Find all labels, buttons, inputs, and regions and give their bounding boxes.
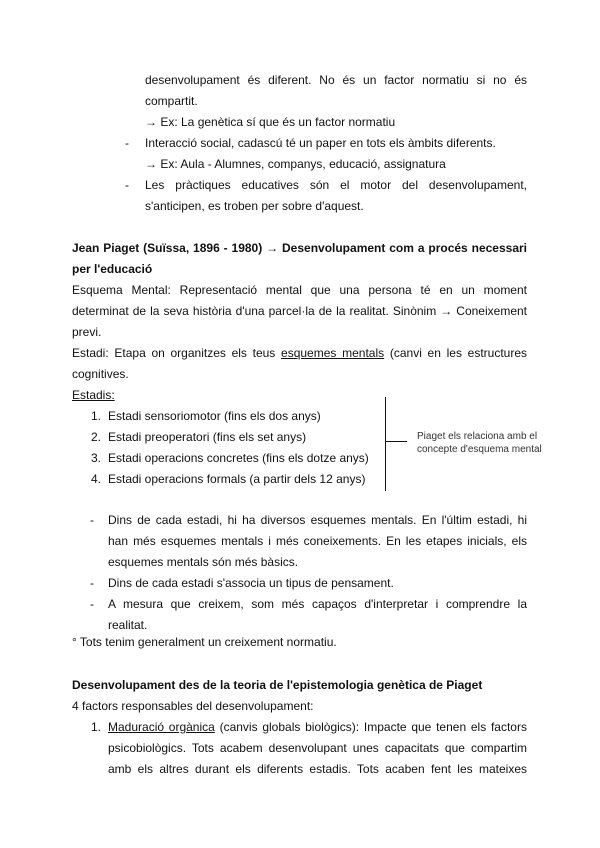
stage-item: Estadi operacions formals (a partir dels 12 anys) bbox=[108, 472, 366, 486]
bullet-marker: - bbox=[90, 513, 94, 527]
intro-line-2: compartit. bbox=[145, 94, 198, 108]
stage-number: 4. bbox=[90, 472, 101, 486]
piaget-heading-line-1: Jean Piaget (Suïssa, 1896 - 1980) → Desenvolupament com a procés necessari bbox=[72, 241, 527, 255]
bullet-marker: - bbox=[125, 178, 129, 192]
stage-item: Estadi preoperatori (fins els set anys) bbox=[108, 430, 307, 444]
estadi-line-1 bbox=[72, 343, 527, 364]
note-1-line-1: Dins de cada estadi, hi ha diversos esquemes mentals. En l'últim estadi, hi bbox=[108, 513, 527, 527]
bracket-line bbox=[385, 397, 386, 491]
factor-line-1 bbox=[108, 717, 527, 738]
bullet-marker: - bbox=[90, 597, 94, 611]
estadi-prefix: Estadi: Etapa on organitzes els teus bbox=[72, 346, 276, 360]
intro-bullet-2-line-1: Les pràctiques educatives són el motor del desenvolupament, bbox=[145, 178, 527, 192]
stage-item: Estadi sensoriomotor (fins els dos anys) bbox=[108, 409, 321, 423]
intro-bullet-1: Interacció social, cadascú té un paper en tots els àmbits diferents. bbox=[145, 136, 496, 150]
section2-heading: Desenvolupament des de la teoria de l'epistemologia genètica de Piaget bbox=[72, 678, 483, 692]
stage-item: Estadi operacions concretes (fins els dotze anys) bbox=[108, 451, 369, 465]
esquema-line-2: determinat de la seva història d'una parcel·la de la realitat. Sinònim → Coneixement bbox=[72, 304, 527, 318]
estadi-line-2: cognitives. bbox=[72, 367, 129, 381]
note-2: Dins de cada estadi s'associa un tipus de pensament. bbox=[108, 576, 394, 590]
side-note-line-2: concepte d'esquema mental bbox=[417, 444, 542, 455]
stage-number: 2. bbox=[90, 430, 101, 444]
side-note-line-1: Piaget els relaciona amb el bbox=[417, 431, 538, 442]
footnote: ° Tots tenim generalment un creixement normatiu. bbox=[72, 635, 337, 649]
bullet-marker: - bbox=[125, 136, 129, 150]
intro-example-2: → Ex: Aula - Alumnes, companys, educació, assignatura bbox=[145, 157, 446, 171]
intro-bullet-2-line-2: s'anticipen, es troben per sobre d'aquest. bbox=[145, 199, 364, 213]
note-1-line-3: esquemes mentals són més bàsics. bbox=[108, 555, 299, 569]
factor-line-3: amb els altres durant els diferents estadis. Tots acaben fent les mateixes bbox=[108, 762, 527, 776]
section2-intro: 4 factors responsables del desenvolupament: bbox=[72, 699, 314, 713]
factor-line-1-rest: (canvis globals biològics): Impacte que tenen els factors bbox=[219, 720, 527, 734]
note-3-line-2: realitat. bbox=[108, 618, 148, 632]
factor-number: 1. bbox=[90, 720, 101, 734]
bullet-marker: - bbox=[90, 576, 94, 590]
esquema-line-1: Esquema Mental: Representació mental que una persona té en un moment bbox=[72, 283, 527, 297]
stage-number: 3. bbox=[90, 451, 101, 465]
estadis-label: Estadis: bbox=[72, 388, 115, 402]
piaget-heading-line-2: per l'educació bbox=[72, 262, 153, 276]
stage-number: 1. bbox=[90, 409, 101, 423]
intro-line-1: desenvolupament és diferent. No és un factor normatiu si no és bbox=[145, 73, 527, 87]
intro-example-1: → Ex: La genètica sí que és un factor normatiu bbox=[145, 115, 396, 129]
note-1-line-2: han més esquemes mentals i més coneixements. En les etapes inicials, els bbox=[108, 534, 527, 548]
note-3-line-1: A mesura que creixem, som més capaços d'interpretar i comprendre la bbox=[108, 597, 527, 611]
bracket-arrow bbox=[385, 441, 407, 442]
estadi-suffix: (canvi en les estructures bbox=[389, 346, 528, 360]
factor-line-2: psicobiològics. Tots acabem desenvolupant unes capacitats que compartim bbox=[108, 741, 527, 755]
esquema-line-3: previ. bbox=[72, 325, 102, 339]
factor-term: Maduració orgànica bbox=[108, 720, 215, 734]
esquemes-mentals-term: esquemes mentals bbox=[281, 346, 385, 360]
